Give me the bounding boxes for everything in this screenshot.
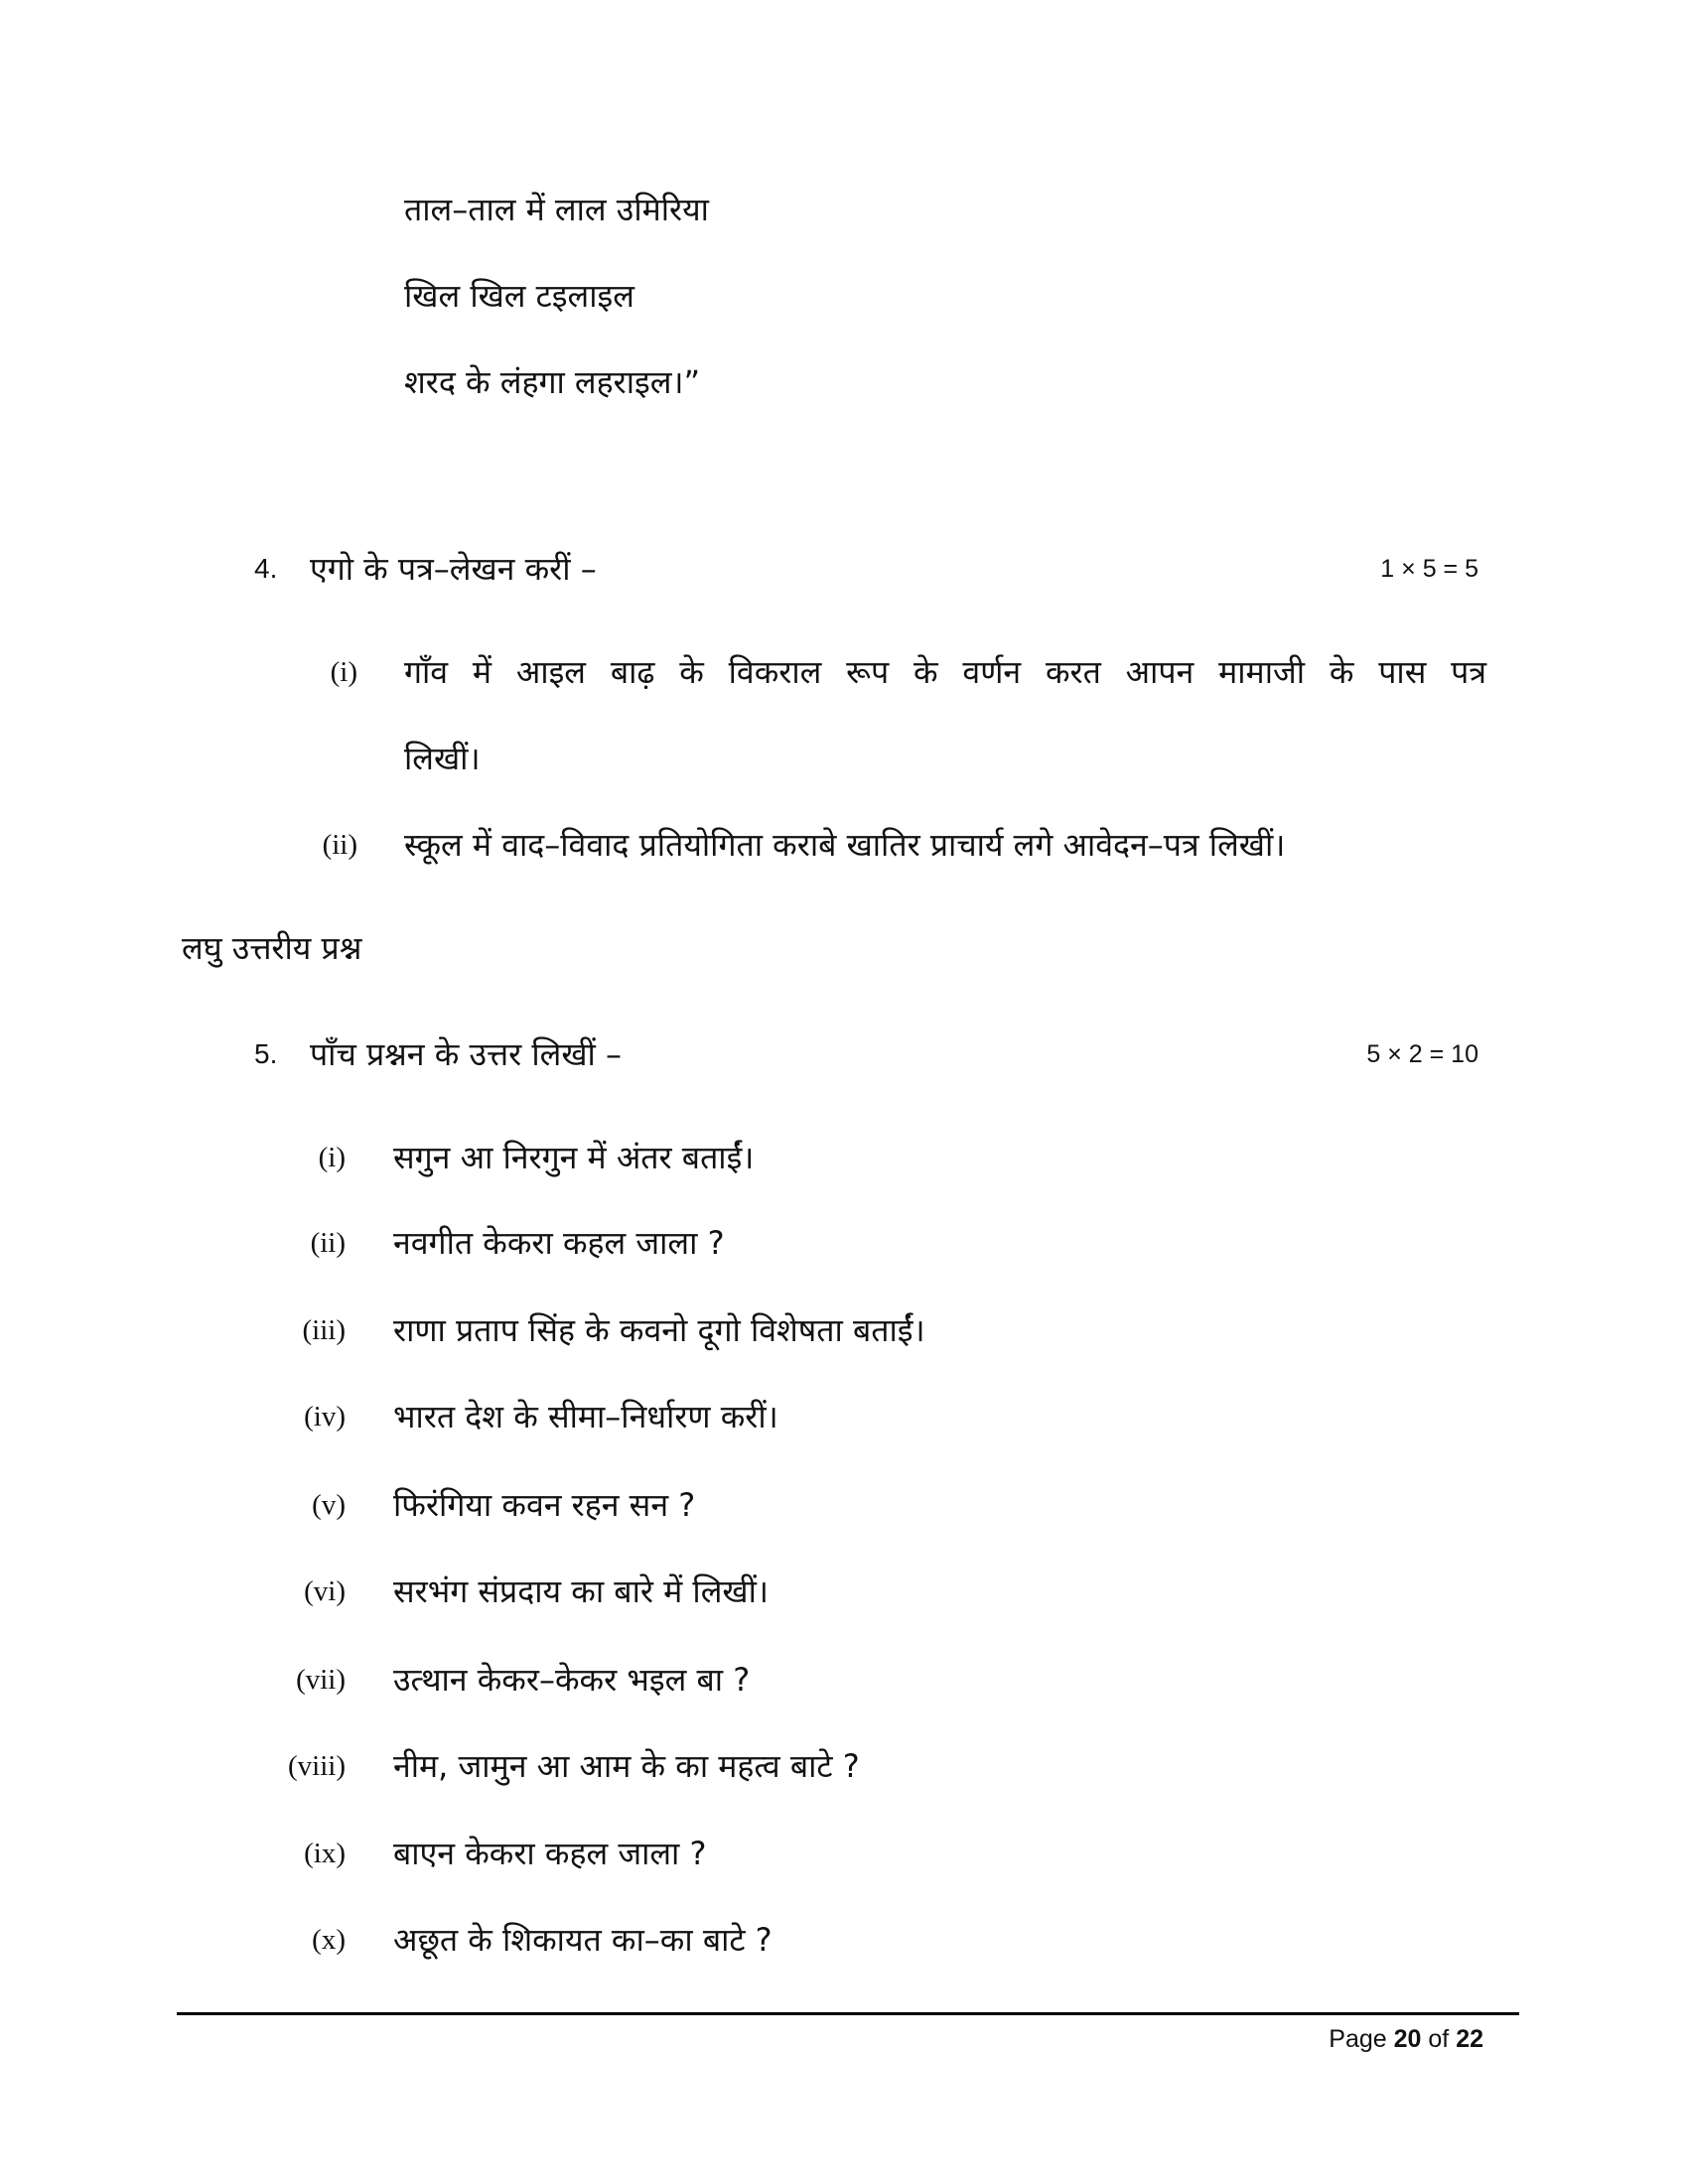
- question-5-item-text: नवगीत केकरा कहल जाला ?: [393, 1224, 725, 1262]
- question-5-text: पाँच प्रश्नन के उत्तर लिखीं –: [310, 1035, 622, 1073]
- question-5-item-label: (vi): [304, 1575, 346, 1607]
- question-5-item-label: (ix): [304, 1838, 346, 1869]
- question-5-item-label: (ii): [310, 1227, 346, 1259]
- question-5-marks: 5 × 2 = 10: [1366, 1040, 1478, 1068]
- question-5-item-label: (v): [312, 1489, 346, 1521]
- question-4-number: 4.: [254, 553, 278, 584]
- question-4-item-text: गाँव में आइल बाढ़ के विकराल रूप के वर्णन करत आपन मामाजी के पास पत्र: [404, 653, 1486, 691]
- question-4-item-label: (i): [330, 656, 357, 688]
- question-5-item-label: (i): [318, 1142, 346, 1173]
- question-5-item-text: बाएन केकरा कहल जाला ?: [393, 1835, 707, 1872]
- page-prefix: Page: [1329, 2025, 1387, 2053]
- poem-line: खिल खिल टइलाइल: [404, 277, 634, 315]
- question-5-number: 5.: [254, 1038, 278, 1069]
- question-5-item-label: (viii): [288, 1750, 346, 1782]
- page-total: 22: [1456, 2025, 1483, 2053]
- poem-line: शरद के लंहगा लहराइल।”: [404, 363, 701, 401]
- question-5-item-label: (vii): [296, 1664, 346, 1696]
- page-of: of: [1428, 2025, 1450, 2053]
- question-4-item-label: (ii): [322, 829, 357, 861]
- question-5-item-label: (iv): [304, 1401, 346, 1433]
- question-5-item-text: अछूत के शिकायत का–का बाटे ?: [393, 1921, 773, 1959]
- question-5-item-text: सरभंग संप्रदाय का बारे में लिखीं।: [393, 1572, 769, 1610]
- question-4-marks: 1 × 5 = 5: [1380, 555, 1478, 583]
- question-5-item-text: सगुन आ निरगुन में अंतर बताईं।: [393, 1139, 755, 1176]
- question-4-item-text: स्कूल में वाद–विवाद प्रतियोगिता कराबे खातिर प्राचार्य लगे आवेदन–पत्र लिखीं।: [404, 826, 1286, 864]
- question-5-item-label: (x): [312, 1924, 346, 1956]
- question-4-text: एगो के पत्र–लेखन करीं –: [310, 550, 597, 588]
- page-current: 20: [1393, 2025, 1422, 2053]
- question-5-item-text: राणा प्रताप सिंह के कवनो दूगो विशेषता बताईं।: [393, 1311, 925, 1349]
- section-heading: लघु उत्तरीय प्रश्न: [182, 929, 362, 967]
- question-4-item-text-continued: लिखीं।: [404, 740, 481, 777]
- poem-line: ताल–ताल में लाल उमिरिया: [404, 191, 709, 228]
- question-5-item-label: (iii): [302, 1314, 346, 1346]
- footer-divider: [177, 2012, 1519, 2015]
- question-5-item-text: नीम, जामुन आ आम के का महत्व बाटे ?: [393, 1747, 860, 1785]
- question-5-item-text: फिरंगिया कवन रहन सन ?: [393, 1486, 696, 1524]
- question-5-item-text: भारत देश के सीमा–निर्धारण करीं।: [393, 1398, 778, 1435]
- page-number: [1329, 2025, 1483, 2054]
- question-5-item-text: उत्थान केकर–केकर भइल बा ?: [393, 1661, 751, 1699]
